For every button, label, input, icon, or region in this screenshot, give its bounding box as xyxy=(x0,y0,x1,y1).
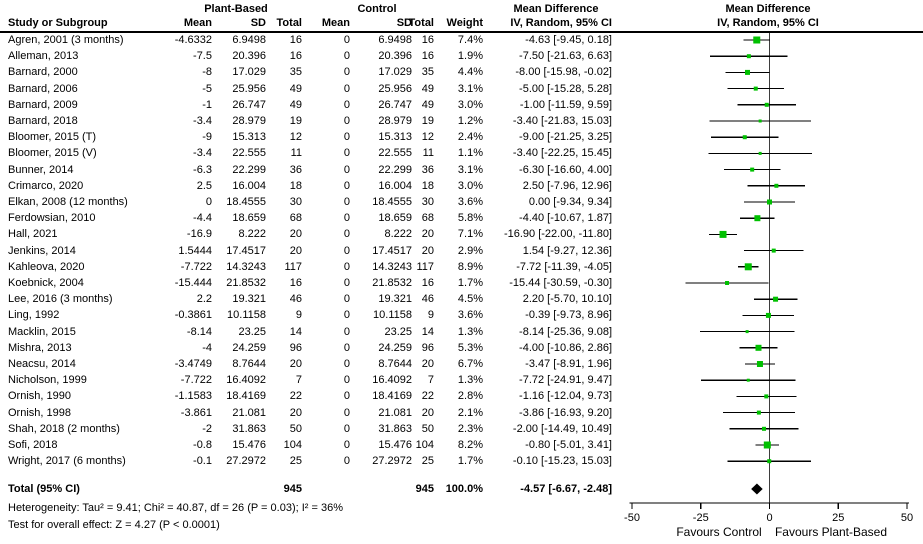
control-mean: 0 xyxy=(343,439,350,451)
plant-total: 49 xyxy=(289,82,302,95)
control-mean: 0 xyxy=(343,422,350,435)
control-total: 9 xyxy=(427,309,434,322)
plant-mean: -7.722 xyxy=(180,260,212,273)
weight: 3.0% xyxy=(457,98,483,111)
plant-sd: 21.081 xyxy=(232,406,266,419)
plant-sd: 18.659 xyxy=(232,212,266,225)
mean-square-marker xyxy=(756,345,762,351)
mean-square-marker xyxy=(745,263,752,270)
control-total: 7 xyxy=(427,374,434,387)
plant-mean: 2.2 xyxy=(196,293,212,306)
col-control-sd: SD xyxy=(396,17,412,29)
plant-total: 20 xyxy=(289,406,302,419)
control-mean: 0 xyxy=(343,98,350,111)
plant-sd: 24.259 xyxy=(232,341,266,354)
study-label: Barnard, 2009 xyxy=(8,98,78,111)
ci-text: -7.72 [-11.39, -4.05] xyxy=(516,260,612,273)
col-weight: Weight xyxy=(446,17,483,29)
control-sd: 20.396 xyxy=(378,50,412,63)
ci-text: -4.63 [-9.45, 0.18] xyxy=(525,34,612,46)
mean-square-marker xyxy=(750,168,754,172)
control-total: 68 xyxy=(421,212,434,225)
plant-sd: 25.956 xyxy=(232,82,266,95)
weight: 1.3% xyxy=(457,325,483,338)
plant-mean: -2 xyxy=(202,422,212,435)
control-sd: 10.1158 xyxy=(373,309,412,322)
plant-sd: 23.25 xyxy=(238,325,266,338)
mean-square-marker xyxy=(773,297,778,302)
plant-total: 35 xyxy=(289,66,302,79)
plant-total: 36 xyxy=(289,163,302,176)
plant-mean: -6.3 xyxy=(193,163,212,176)
control-sd: 15.313 xyxy=(378,131,412,144)
plant-sd: 10.1158 xyxy=(227,309,266,322)
overall-effect-note: Test for overall effect: Z = 4.27 (P < 0.0001) xyxy=(8,519,220,531)
plant-sd: 14.3243 xyxy=(226,260,266,273)
study-label: Alleman, 2013 xyxy=(8,50,79,63)
study-label: Kahleova, 2020 xyxy=(8,260,85,273)
control-sd: 18.659 xyxy=(378,212,412,225)
weight: 2.4% xyxy=(457,131,483,144)
control-total: 96 xyxy=(421,341,434,354)
ci-text: -2.00 [-14.49, 10.49] xyxy=(512,422,612,435)
mean-square-marker xyxy=(747,54,751,58)
control-sd: 15.476 xyxy=(378,439,412,451)
control-total: 36 xyxy=(421,163,434,176)
plant-mean: 1.5444 xyxy=(178,244,212,257)
control-mean: 0 xyxy=(343,212,350,225)
plant-sd: 8.7644 xyxy=(232,358,266,370)
ci-text: -4.40 [-10.67, 1.87] xyxy=(519,212,612,225)
plant-mean: -15.444 xyxy=(174,277,212,289)
control-mean: 0 xyxy=(343,390,350,403)
plant-total: 96 xyxy=(289,341,302,354)
plant-sd: 22.555 xyxy=(232,147,266,160)
ci-text: -9.00 [-21.25, 3.25] xyxy=(519,131,612,144)
control-sd: 22.555 xyxy=(378,147,412,160)
plant-mean: -0.3861 xyxy=(174,309,212,322)
control-sd: 27.2972 xyxy=(372,455,412,468)
weight: 4.4% xyxy=(457,66,483,79)
plant-total: 46 xyxy=(289,293,302,306)
control-mean: 0 xyxy=(343,163,350,176)
plant-total: 49 xyxy=(289,98,302,111)
plant-total: 117 xyxy=(284,260,302,273)
control-mean: 0 xyxy=(343,309,350,322)
control-mean: 0 xyxy=(343,82,350,95)
control-sd: 16.4092 xyxy=(372,374,412,387)
control-mean: 0 xyxy=(343,34,350,46)
plant-total: 104 xyxy=(283,439,302,451)
weight: 1.7% xyxy=(457,277,483,289)
control-sd: 28.979 xyxy=(378,115,412,127)
plant-sd: 15.476 xyxy=(232,439,266,451)
ci-text: -0.80 [-5.01, 3.41] xyxy=(525,439,612,451)
plant-total: 20 xyxy=(289,358,302,370)
control-mean: 0 xyxy=(343,66,350,79)
mean-square-marker xyxy=(765,103,769,107)
plant-sd: 18.4555 xyxy=(226,196,266,208)
plant-total: 50 xyxy=(289,422,302,435)
ci-text: 1.54 [-9.27, 12.36] xyxy=(522,244,612,257)
plant-mean: -3.861 xyxy=(180,406,212,419)
plant-total: 16 xyxy=(289,50,302,63)
control-total: 35 xyxy=(421,66,434,79)
study-label: Elkan, 2008 (12 months) xyxy=(8,196,128,208)
weight: 2.9% xyxy=(457,244,483,257)
control-sd: 18.4555 xyxy=(372,196,412,208)
plant-mean: -8.14 xyxy=(186,325,212,338)
plant-total: 19 xyxy=(289,115,302,127)
x-tick-label: -50 xyxy=(624,512,640,524)
plant-total: 25 xyxy=(289,455,302,468)
plant-sd: 17.029 xyxy=(232,66,266,79)
plant-sd: 27.2972 xyxy=(226,455,266,468)
weight: 7.4% xyxy=(457,34,483,46)
col-iv-random-ci-plot: IV, Random, 95% CI xyxy=(717,17,819,29)
plant-mean: 2.5 xyxy=(196,179,212,192)
control-sd: 8.7644 xyxy=(378,358,412,370)
study-label: Lee, 2016 (3 months) xyxy=(8,293,113,306)
plant-sd: 8.222 xyxy=(238,228,266,241)
plant-sd: 18.4169 xyxy=(226,390,266,403)
plant-total: 20 xyxy=(289,244,302,257)
control-sd: 14.3243 xyxy=(372,260,412,273)
col-mean-difference-plot-title: Mean Difference xyxy=(725,3,811,15)
study-label: Ferdowsian, 2010 xyxy=(8,212,96,225)
control-total: 19 xyxy=(421,115,434,127)
ci-text: -1.16 [-12.04, 9.73] xyxy=(519,390,612,403)
control-total: 50 xyxy=(421,422,434,435)
ci-text: -1.00 [-11.59, 9.59] xyxy=(519,98,612,111)
mean-square-marker xyxy=(725,281,729,285)
plant-sd: 6.9498 xyxy=(232,34,266,46)
control-mean: 0 xyxy=(343,244,350,257)
study-label: Nicholson, 1999 xyxy=(8,374,87,387)
x-tick-label: -25 xyxy=(692,512,709,524)
study-label: Bloomer, 2015 (V) xyxy=(8,147,97,160)
plant-sd: 17.4517 xyxy=(226,244,266,257)
study-label: Barnard, 2000 xyxy=(8,66,78,79)
study-label: Mishra, 2013 xyxy=(8,341,72,354)
control-mean: 0 xyxy=(343,277,350,289)
plant-mean: -8 xyxy=(202,66,212,79)
control-mean: 0 xyxy=(343,341,350,354)
control-mean: 0 xyxy=(343,358,350,370)
plant-mean: -4.6332 xyxy=(174,34,212,46)
control-total: 49 xyxy=(421,82,434,95)
plant-total: 7 xyxy=(295,374,302,387)
ci-text: 2.50 [-7.96, 12.96] xyxy=(522,179,612,192)
control-mean: 0 xyxy=(343,260,350,273)
weight: 3.6% xyxy=(457,196,483,208)
col-mean-difference-text-title: Mean Difference xyxy=(513,3,599,15)
ci-text: -0.39 [-9.73, 8.96] xyxy=(525,309,612,322)
plant-sd: 20.396 xyxy=(232,50,266,63)
control-total: 20 xyxy=(421,406,434,419)
weight: 8.9% xyxy=(457,260,483,273)
plant-mean: -4.4 xyxy=(193,212,212,225)
plant-sd: 28.979 xyxy=(232,115,266,127)
mean-square-marker xyxy=(746,330,749,333)
mean-square-marker xyxy=(754,215,760,221)
study-label: Bunner, 2014 xyxy=(8,163,74,176)
mean-square-marker xyxy=(764,394,768,398)
control-mean: 0 xyxy=(343,325,350,338)
weight: 1.2% xyxy=(457,115,483,127)
ci-text: -3.86 [-16.93, 9.20] xyxy=(519,406,612,419)
control-mean: 0 xyxy=(343,50,350,63)
plant-mean: -0.8 xyxy=(193,439,212,451)
mean-square-marker xyxy=(754,87,758,91)
control-mean: 0 xyxy=(343,196,350,208)
study-label: Jenkins, 2014 xyxy=(8,244,76,257)
study-label: Wright, 2017 (6 months) xyxy=(8,455,126,468)
plant-mean: -16.9 xyxy=(186,228,212,241)
plant-sd: 15.313 xyxy=(232,131,266,144)
study-label: Barnard, 2018 xyxy=(8,115,78,127)
study-label: Macklin, 2015 xyxy=(8,325,76,338)
control-total: 49 xyxy=(421,98,434,111)
ci-text: -4.00 [-10.86, 2.86] xyxy=(519,341,612,354)
plant-sd: 26.747 xyxy=(232,98,266,111)
plant-sd: 16.004 xyxy=(232,179,266,192)
plant-total: 11 xyxy=(290,147,302,160)
control-mean: 0 xyxy=(343,374,350,387)
mean-square-marker xyxy=(720,231,727,238)
study-label: Sofi, 2018 xyxy=(8,439,58,451)
plant-total: 22 xyxy=(289,390,302,403)
total-plant-n: 945 xyxy=(283,483,302,495)
weight: 6.7% xyxy=(457,358,483,370)
col-plant-mean: Mean xyxy=(183,17,212,29)
study-label: Barnard, 2006 xyxy=(8,82,78,95)
ci-text: -3.47 [-8.91, 1.96] xyxy=(525,358,612,370)
control-sd: 8.222 xyxy=(384,228,412,241)
weight: 4.5% xyxy=(457,293,483,306)
plant-mean: -1.1583 xyxy=(174,390,212,403)
weight: 7.1% xyxy=(457,228,483,241)
col-control-mean: Mean xyxy=(321,17,350,29)
heterogeneity-note: Heterogeneity: Tau² = 9.41; Chi² = 40.87, df = 26 (P = 0.03); I² = 36% xyxy=(8,502,343,514)
control-total: 12 xyxy=(421,131,434,144)
col-study-or-subgroup: Study or Subgroup xyxy=(8,17,108,29)
ci-text: -0.10 [-15.23, 15.03] xyxy=(512,455,612,468)
control-sd: 18.4169 xyxy=(372,390,412,403)
total-ci-text: -4.57 [-6.67, -2.48] xyxy=(520,483,612,495)
study-label: Crimarco, 2020 xyxy=(8,179,84,192)
ci-text: 2.20 [-5.70, 10.10] xyxy=(522,293,612,306)
total-control-n: 945 xyxy=(415,483,434,495)
plant-total: 12 xyxy=(289,131,302,144)
mean-square-marker xyxy=(774,184,778,188)
col-group-control: Control xyxy=(357,3,397,15)
mean-square-marker xyxy=(764,442,771,449)
plant-mean: -3.4749 xyxy=(174,358,212,370)
control-mean: 0 xyxy=(343,293,350,306)
control-mean: 0 xyxy=(343,179,350,192)
control-mean: 0 xyxy=(343,406,350,419)
mean-square-marker xyxy=(759,120,762,123)
mean-square-marker xyxy=(767,459,771,463)
control-mean: 0 xyxy=(343,455,350,468)
study-label: Koebnick, 2004 xyxy=(8,277,84,289)
control-total: 16 xyxy=(421,50,434,63)
total-label: Total (95% CI) xyxy=(8,483,80,495)
control-sd: 26.747 xyxy=(378,98,412,111)
study-label: Shah, 2018 (2 months) xyxy=(8,422,120,435)
plant-total: 20 xyxy=(289,228,302,241)
control-mean: 0 xyxy=(343,228,350,241)
control-sd: 19.321 xyxy=(378,293,412,306)
plant-mean: -5 xyxy=(202,82,212,95)
control-sd: 22.299 xyxy=(378,163,412,176)
control-total: 30 xyxy=(421,196,434,208)
plant-sd: 31.863 xyxy=(232,422,266,435)
ci-text: -8.14 [-25.36, 9.08] xyxy=(519,325,612,338)
ci-text: -3.40 [-22.25, 15.45] xyxy=(512,147,612,160)
col-plant-sd: SD xyxy=(250,17,266,29)
plant-mean: 0 xyxy=(205,196,212,208)
total-row xyxy=(0,481,923,497)
ci-text: 0.00 [-9.34, 9.34] xyxy=(528,196,612,208)
mean-square-marker xyxy=(767,200,772,205)
ci-text: -6.30 [-16.60, 4.00] xyxy=(519,163,612,176)
plant-total: 14 xyxy=(289,325,302,338)
mean-square-marker xyxy=(757,361,763,367)
plant-mean: -9 xyxy=(202,131,212,144)
plant-mean: -4 xyxy=(202,341,212,354)
control-sd: 21.081 xyxy=(378,406,412,419)
mean-square-marker xyxy=(753,37,760,44)
study-label: Ling, 1992 xyxy=(8,309,60,322)
favours-plant-based-label: Favours Plant-Based xyxy=(774,525,888,539)
study-label: Hall, 2021 xyxy=(8,228,58,241)
plant-total: 30 xyxy=(289,196,302,208)
control-total: 117 xyxy=(416,260,434,273)
control-sd: 6.9498 xyxy=(378,34,412,46)
control-sd: 23.25 xyxy=(384,325,412,338)
control-sd: 16.004 xyxy=(378,179,412,192)
weight: 3.0% xyxy=(457,179,483,192)
control-total: 20 xyxy=(421,228,434,241)
weight: 2.1% xyxy=(457,406,483,419)
control-total: 20 xyxy=(421,244,434,257)
plant-sd: 21.8532 xyxy=(226,277,266,289)
control-total: 18 xyxy=(421,179,434,192)
control-mean: 0 xyxy=(343,115,350,127)
ci-text: -15.44 [-30.59, -0.30] xyxy=(509,277,612,289)
plant-mean: -7.722 xyxy=(180,374,212,387)
weight: 1.7% xyxy=(457,455,483,468)
plant-total: 18 xyxy=(289,179,302,192)
weight: 2.3% xyxy=(457,422,483,435)
control-sd: 24.259 xyxy=(378,341,412,354)
ci-text: -5.00 [-15.28, 5.28] xyxy=(519,82,612,95)
plant-mean: -3.4 xyxy=(193,147,212,160)
mean-square-marker xyxy=(759,152,762,155)
control-total: 16 xyxy=(421,34,434,46)
control-total: 20 xyxy=(421,358,434,370)
study-label: Agren, 2001 (3 months) xyxy=(8,34,124,46)
plant-mean: -1 xyxy=(202,98,212,111)
weight: 1.3% xyxy=(457,374,483,387)
total-weight: 100.0% xyxy=(445,483,483,495)
mean-square-marker xyxy=(766,313,771,318)
plant-sd: 22.299 xyxy=(232,163,266,176)
x-tick-label: 50 xyxy=(900,512,914,524)
plant-sd: 19.321 xyxy=(232,293,266,306)
study-label: Neacsu, 2014 xyxy=(8,358,76,370)
weight: 1.1% xyxy=(457,147,483,160)
col-control-total: Total xyxy=(408,17,434,29)
control-mean: 0 xyxy=(343,147,350,160)
favours-control-label: Favours Control xyxy=(676,525,762,539)
weight: 8.2% xyxy=(457,439,483,451)
weight: 3.1% xyxy=(457,82,483,95)
weight: 3.1% xyxy=(457,163,483,176)
plant-total: 16 xyxy=(289,277,302,289)
study-label: Ornish, 1990 xyxy=(8,390,71,403)
control-mean: 0 xyxy=(343,131,350,144)
study-label: Bloomer, 2015 (T) xyxy=(8,131,97,144)
control-total: 16 xyxy=(421,277,434,289)
weight: 2.8% xyxy=(457,390,483,403)
mean-square-marker xyxy=(762,427,766,431)
ci-text: -3.40 [-21.83, 15.03] xyxy=(512,115,612,127)
control-total: 14 xyxy=(421,325,434,338)
weight: 3.6% xyxy=(457,309,483,322)
plant-mean: -7.5 xyxy=(193,50,212,63)
plant-total: 16 xyxy=(289,34,302,46)
weight: 5.8% xyxy=(457,212,483,225)
col-iv-random-ci-text: IV, Random, 95% CI xyxy=(510,17,612,29)
control-total: 104 xyxy=(415,439,434,451)
mean-square-marker xyxy=(757,411,761,415)
control-total: 11 xyxy=(422,147,434,160)
ci-text: -8.00 [-15.98, -0.02] xyxy=(515,66,612,79)
plant-sd: 16.4092 xyxy=(226,374,266,387)
control-sd: 17.4517 xyxy=(372,244,412,257)
col-group-plant-based: Plant-Based xyxy=(204,3,268,15)
mean-square-marker xyxy=(743,135,747,139)
control-total: 46 xyxy=(421,293,434,306)
control-total: 25 xyxy=(421,455,434,468)
mean-square-marker xyxy=(747,379,750,382)
control-sd: 31.863 xyxy=(378,422,412,435)
weight: 5.3% xyxy=(457,341,483,354)
mean-square-marker xyxy=(772,249,776,253)
weight: 1.9% xyxy=(457,50,483,63)
plant-mean: -0.1 xyxy=(193,455,212,468)
control-total: 22 xyxy=(421,390,434,403)
control-sd: 21.8532 xyxy=(372,277,412,289)
col-plant-total: Total xyxy=(276,17,302,29)
study-label: Ornish, 1998 xyxy=(8,406,71,419)
plant-total: 9 xyxy=(295,309,302,322)
control-sd: 25.956 xyxy=(378,82,412,95)
control-sd: 17.029 xyxy=(378,66,412,79)
mean-square-marker xyxy=(745,70,750,75)
plant-total: 68 xyxy=(289,212,302,225)
x-tick-label: 25 xyxy=(832,512,845,524)
ci-text: -7.72 [-24.91, 9.47] xyxy=(519,374,612,387)
ci-text: -16.90 [-22.00, -11.80] xyxy=(503,228,612,241)
x-tick-label: 0 xyxy=(766,512,773,524)
plant-mean: -3.4 xyxy=(193,115,212,127)
ci-text: -7.50 [-21.63, 6.63] xyxy=(519,50,612,63)
